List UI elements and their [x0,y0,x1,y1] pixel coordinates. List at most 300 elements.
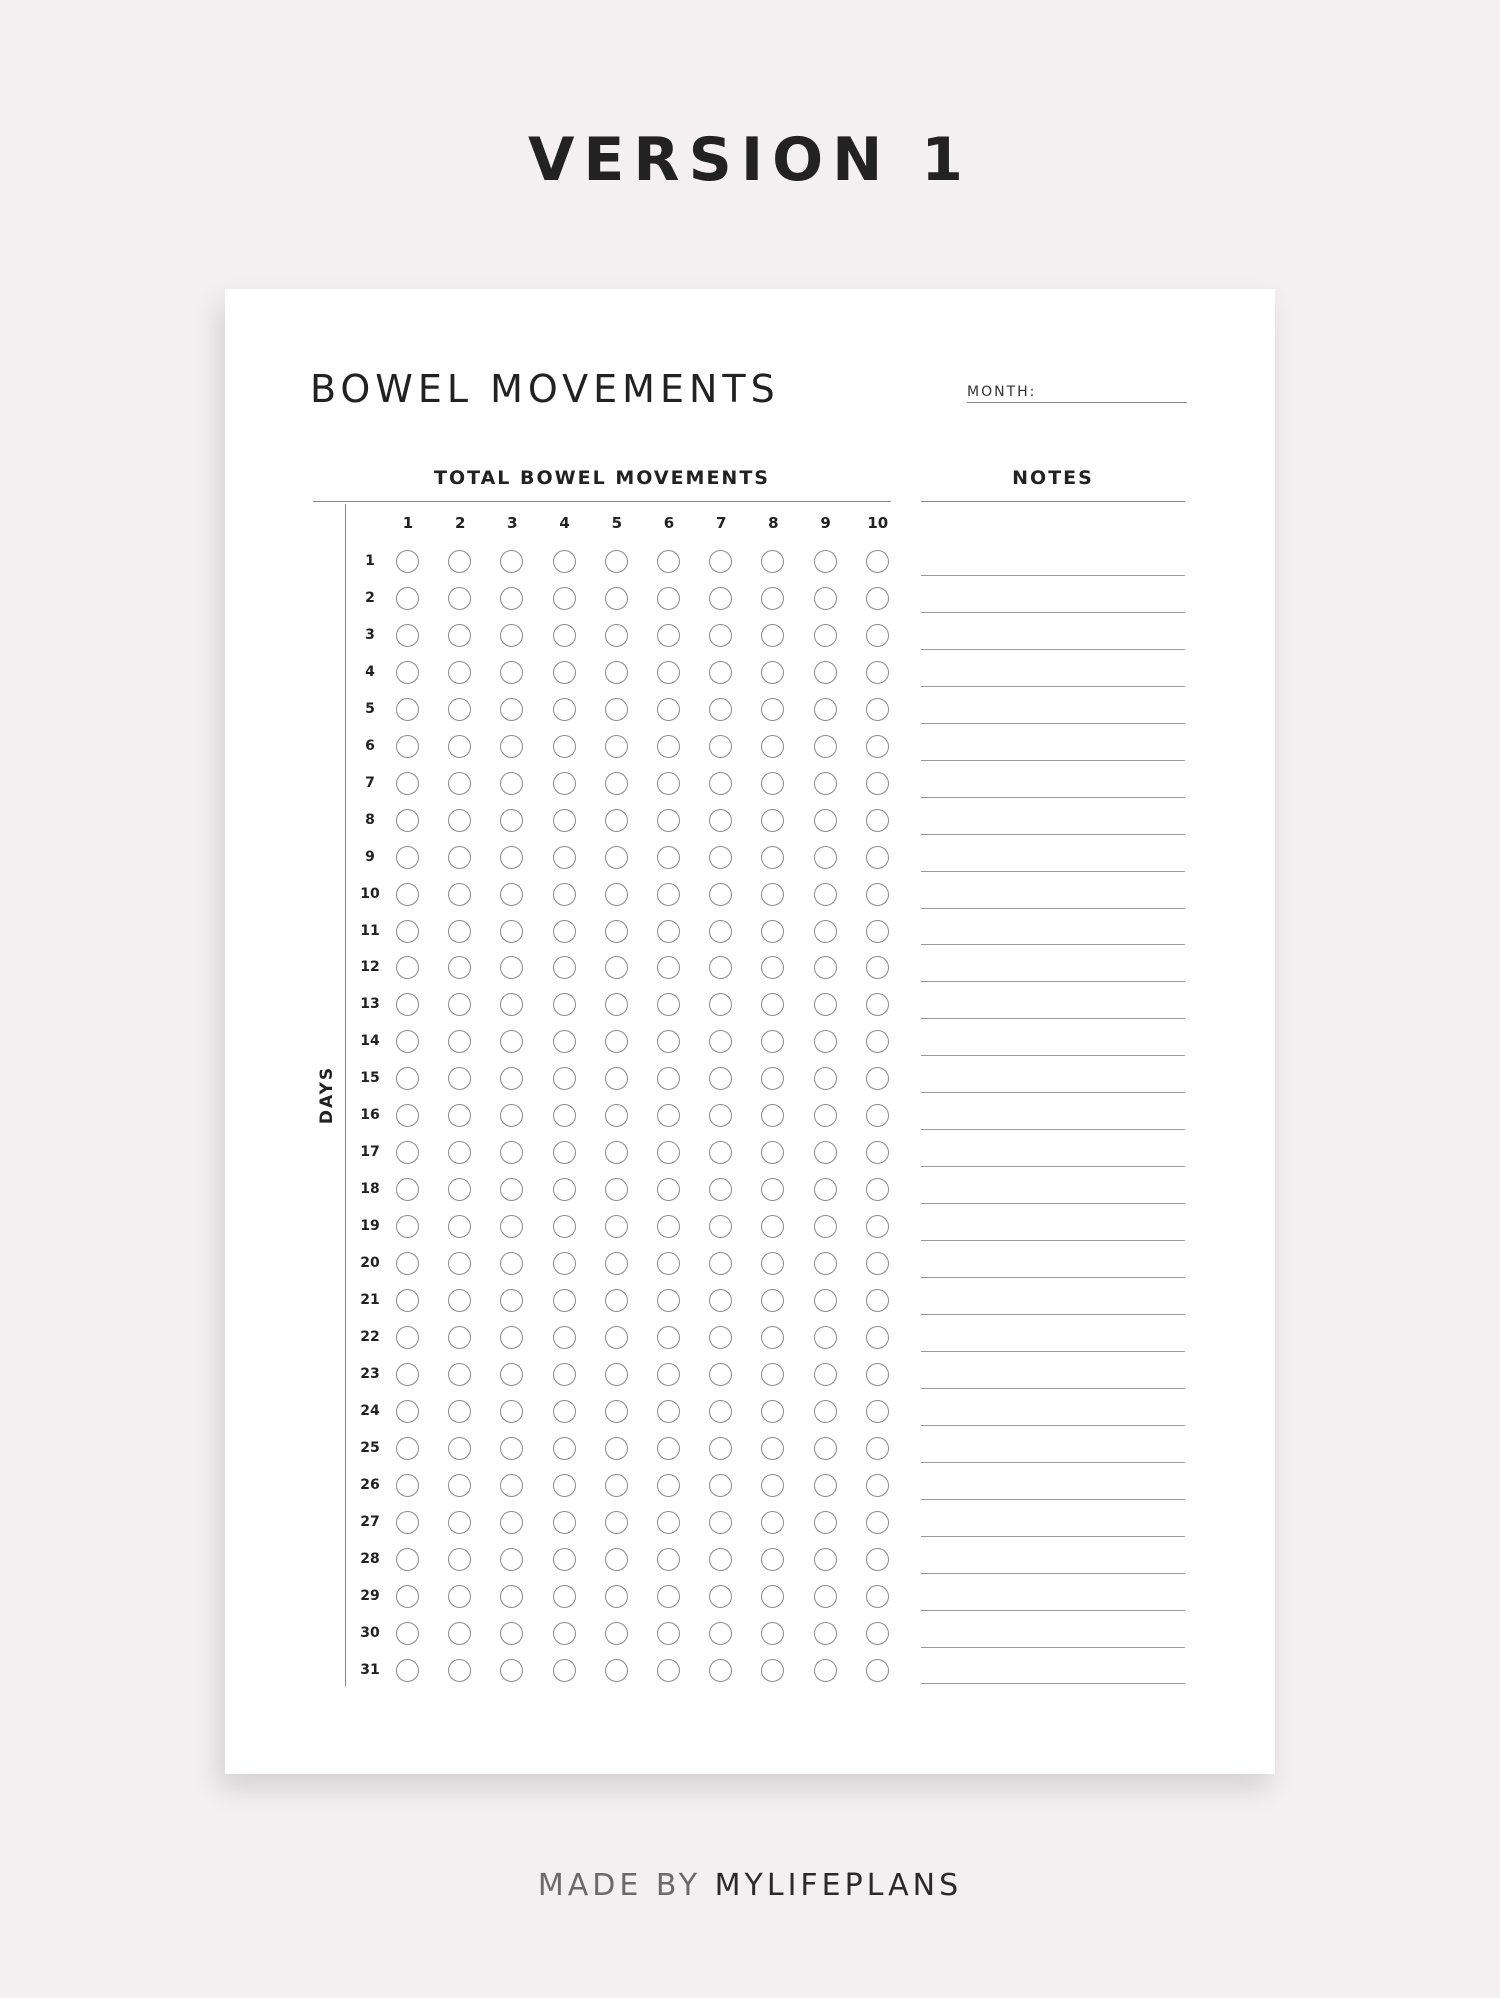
tracker-checkbox[interactable] [814,1622,837,1645]
tracker-checkbox[interactable] [448,1252,471,1275]
tracker-checkbox[interactable] [605,1252,628,1275]
tracker-checkbox[interactable] [500,1326,523,1349]
tracker-checkbox[interactable] [814,1104,837,1127]
tracker-checkbox[interactable] [657,809,680,832]
tracker-checkbox[interactable] [761,1104,784,1127]
tracker-checkbox[interactable] [709,772,732,795]
tracker-checkbox[interactable] [605,1104,628,1127]
tracker-checkbox[interactable] [709,920,732,943]
note-line[interactable] [921,1573,1185,1574]
tracker-checkbox[interactable] [866,1030,889,1053]
tracker-checkbox[interactable] [814,1400,837,1423]
tracker-checkbox[interactable] [553,1511,576,1534]
tracker-checkbox[interactable] [605,1474,628,1497]
tracker-checkbox[interactable] [448,550,471,573]
tracker-checkbox[interactable] [396,1585,419,1608]
tracker-checkbox[interactable] [448,1141,471,1164]
tracker-checkbox[interactable] [448,1178,471,1201]
tracker-checkbox[interactable] [448,993,471,1016]
tracker-checkbox[interactable] [605,1622,628,1645]
tracker-checkbox[interactable] [553,993,576,1016]
tracker-checkbox[interactable] [448,772,471,795]
tracker-checkbox[interactable] [709,1511,732,1534]
tracker-checkbox[interactable] [396,993,419,1016]
tracker-checkbox[interactable] [866,1474,889,1497]
tracker-checkbox[interactable] [709,587,732,610]
tracker-checkbox[interactable] [553,846,576,869]
tracker-checkbox[interactable] [396,1474,419,1497]
tracker-checkbox[interactable] [657,1178,680,1201]
tracker-checkbox[interactable] [709,1548,732,1571]
tracker-checkbox[interactable] [866,550,889,573]
note-line[interactable] [921,871,1185,872]
tracker-checkbox[interactable] [709,624,732,647]
tracker-checkbox[interactable] [657,1363,680,1386]
tracker-checkbox[interactable] [396,1437,419,1460]
tracker-checkbox[interactable] [814,1548,837,1571]
note-line[interactable] [921,1499,1185,1500]
tracker-checkbox[interactable] [500,1511,523,1534]
tracker-checkbox[interactable] [866,1548,889,1571]
tracker-checkbox[interactable] [866,1437,889,1460]
tracker-checkbox[interactable] [657,1585,680,1608]
tracker-checkbox[interactable] [553,809,576,832]
tracker-checkbox[interactable] [553,550,576,573]
month-field[interactable] [967,381,1187,403]
tracker-checkbox[interactable] [396,1659,419,1682]
tracker-checkbox[interactable] [396,624,419,647]
tracker-checkbox[interactable] [448,956,471,979]
tracker-checkbox[interactable] [761,550,784,573]
note-line[interactable] [921,1647,1185,1648]
note-line[interactable] [921,649,1185,650]
tracker-checkbox[interactable] [500,1215,523,1238]
tracker-checkbox[interactable] [761,809,784,832]
tracker-checkbox[interactable] [866,1252,889,1275]
tracker-checkbox[interactable] [500,1474,523,1497]
tracker-checkbox[interactable] [553,698,576,721]
tracker-checkbox[interactable] [448,587,471,610]
note-line[interactable] [921,1314,1185,1315]
tracker-checkbox[interactable] [761,1252,784,1275]
tracker-checkbox[interactable] [396,809,419,832]
tracker-checkbox[interactable] [709,1622,732,1645]
tracker-checkbox[interactable] [761,846,784,869]
note-line[interactable] [921,1388,1185,1389]
tracker-checkbox[interactable] [814,1030,837,1053]
tracker-checkbox[interactable] [448,624,471,647]
tracker-checkbox[interactable] [814,1474,837,1497]
tracker-checkbox[interactable] [500,920,523,943]
tracker-checkbox[interactable] [709,735,732,758]
tracker-checkbox[interactable] [657,846,680,869]
tracker-checkbox[interactable] [814,1585,837,1608]
tracker-checkbox[interactable] [396,1326,419,1349]
tracker-checkbox[interactable] [814,1178,837,1201]
tracker-checkbox[interactable] [553,1289,576,1312]
tracker-checkbox[interactable] [396,846,419,869]
tracker-checkbox[interactable] [500,624,523,647]
tracker-checkbox[interactable] [553,1326,576,1349]
tracker-checkbox[interactable] [657,1030,680,1053]
tracker-checkbox[interactable] [814,1437,837,1460]
tracker-checkbox[interactable] [657,1067,680,1090]
tracker-checkbox[interactable] [814,1252,837,1275]
note-line[interactable] [921,575,1185,576]
tracker-checkbox[interactable] [814,624,837,647]
note-line[interactable] [921,1610,1185,1611]
tracker-checkbox[interactable] [657,661,680,684]
tracker-checkbox[interactable] [709,1067,732,1090]
note-line[interactable] [921,1166,1185,1167]
tracker-checkbox[interactable] [605,1067,628,1090]
tracker-checkbox[interactable] [500,1067,523,1090]
tracker-checkbox[interactable] [396,920,419,943]
tracker-checkbox[interactable] [605,698,628,721]
tracker-checkbox[interactable] [500,735,523,758]
tracker-checkbox[interactable] [709,1104,732,1127]
tracker-checkbox[interactable] [657,1326,680,1349]
tracker-checkbox[interactable] [709,1659,732,1682]
tracker-checkbox[interactable] [814,1511,837,1534]
tracker-checkbox[interactable] [709,809,732,832]
tracker-checkbox[interactable] [761,1659,784,1682]
tracker-checkbox[interactable] [814,1215,837,1238]
tracker-checkbox[interactable] [866,1326,889,1349]
tracker-checkbox[interactable] [605,624,628,647]
tracker-checkbox[interactable] [657,1141,680,1164]
tracker-checkbox[interactable] [761,920,784,943]
tracker-checkbox[interactable] [709,1030,732,1053]
tracker-checkbox[interactable] [500,1659,523,1682]
tracker-checkbox[interactable] [396,1141,419,1164]
tracker-checkbox[interactable] [657,920,680,943]
tracker-checkbox[interactable] [761,1474,784,1497]
tracker-checkbox[interactable] [657,1548,680,1571]
tracker-checkbox[interactable] [396,698,419,721]
note-line[interactable] [921,1018,1185,1019]
tracker-checkbox[interactable] [657,1437,680,1460]
tracker-checkbox[interactable] [396,1067,419,1090]
tracker-checkbox[interactable] [553,624,576,647]
tracker-checkbox[interactable] [866,698,889,721]
tracker-checkbox[interactable] [500,1104,523,1127]
tracker-checkbox[interactable] [761,1326,784,1349]
tracker-checkbox[interactable] [866,735,889,758]
tracker-checkbox[interactable] [866,1363,889,1386]
tracker-checkbox[interactable] [709,846,732,869]
tracker-checkbox[interactable] [814,846,837,869]
tracker-checkbox[interactable] [500,1178,523,1201]
tracker-checkbox[interactable] [866,1511,889,1534]
tracker-checkbox[interactable] [657,1474,680,1497]
tracker-checkbox[interactable] [657,772,680,795]
tracker-checkbox[interactable] [500,1548,523,1571]
tracker-checkbox[interactable] [605,846,628,869]
tracker-checkbox[interactable] [866,1141,889,1164]
tracker-checkbox[interactable] [605,956,628,979]
tracker-checkbox[interactable] [500,1400,523,1423]
tracker-checkbox[interactable] [814,587,837,610]
tracker-checkbox[interactable] [761,1030,784,1053]
tracker-checkbox[interactable] [553,920,576,943]
tracker-checkbox[interactable] [709,883,732,906]
tracker-checkbox[interactable] [605,1585,628,1608]
tracker-checkbox[interactable] [605,1511,628,1534]
tracker-checkbox[interactable] [553,1437,576,1460]
tracker-checkbox[interactable] [448,1067,471,1090]
note-line[interactable] [921,1240,1185,1241]
tracker-checkbox[interactable] [553,1548,576,1571]
tracker-checkbox[interactable] [396,1178,419,1201]
tracker-checkbox[interactable] [500,772,523,795]
tracker-checkbox[interactable] [657,624,680,647]
tracker-checkbox[interactable] [814,698,837,721]
tracker-checkbox[interactable] [605,735,628,758]
tracker-checkbox[interactable] [396,1030,419,1053]
tracker-checkbox[interactable] [448,1289,471,1312]
tracker-checkbox[interactable] [709,1363,732,1386]
tracker-checkbox[interactable] [500,698,523,721]
tracker-checkbox[interactable] [553,1178,576,1201]
tracker-checkbox[interactable] [657,1659,680,1682]
tracker-checkbox[interactable] [761,772,784,795]
note-line[interactable] [921,1351,1185,1352]
tracker-checkbox[interactable] [448,1511,471,1534]
tracker-checkbox[interactable] [553,1104,576,1127]
tracker-checkbox[interactable] [866,1104,889,1127]
tracker-checkbox[interactable] [709,1289,732,1312]
tracker-checkbox[interactable] [500,883,523,906]
tracker-checkbox[interactable] [605,809,628,832]
tracker-checkbox[interactable] [866,809,889,832]
tracker-checkbox[interactable] [814,956,837,979]
tracker-checkbox[interactable] [709,1474,732,1497]
tracker-checkbox[interactable] [761,883,784,906]
tracker-checkbox[interactable] [657,587,680,610]
note-line[interactable] [921,1277,1185,1278]
tracker-checkbox[interactable] [761,1141,784,1164]
tracker-checkbox[interactable] [396,1104,419,1127]
tracker-checkbox[interactable] [500,956,523,979]
tracker-checkbox[interactable] [500,550,523,573]
tracker-checkbox[interactable] [709,1326,732,1349]
tracker-checkbox[interactable] [396,661,419,684]
tracker-checkbox[interactable] [866,1215,889,1238]
tracker-checkbox[interactable] [814,883,837,906]
note-line[interactable] [921,1203,1185,1204]
tracker-checkbox[interactable] [761,1215,784,1238]
tracker-checkbox[interactable] [709,1585,732,1608]
tracker-checkbox[interactable] [866,1289,889,1312]
tracker-checkbox[interactable] [866,661,889,684]
tracker-checkbox[interactable] [396,1622,419,1645]
tracker-checkbox[interactable] [709,1215,732,1238]
tracker-checkbox[interactable] [814,1067,837,1090]
tracker-checkbox[interactable] [657,993,680,1016]
tracker-checkbox[interactable] [866,846,889,869]
tracker-checkbox[interactable] [814,809,837,832]
tracker-checkbox[interactable] [657,550,680,573]
tracker-checkbox[interactable] [396,956,419,979]
tracker-checkbox[interactable] [553,1585,576,1608]
tracker-checkbox[interactable] [866,624,889,647]
tracker-checkbox[interactable] [761,1511,784,1534]
tracker-checkbox[interactable] [500,1363,523,1386]
tracker-checkbox[interactable] [448,883,471,906]
tracker-checkbox[interactable] [814,1326,837,1349]
note-line[interactable] [921,908,1185,909]
tracker-checkbox[interactable] [500,1585,523,1608]
tracker-checkbox[interactable] [553,772,576,795]
tracker-checkbox[interactable] [657,1215,680,1238]
tracker-checkbox[interactable] [814,735,837,758]
tracker-checkbox[interactable] [761,661,784,684]
tracker-checkbox[interactable] [814,1289,837,1312]
tracker-checkbox[interactable] [814,920,837,943]
tracker-checkbox[interactable] [866,772,889,795]
tracker-checkbox[interactable] [448,1215,471,1238]
tracker-checkbox[interactable] [500,1141,523,1164]
tracker-checkbox[interactable] [709,661,732,684]
note-line[interactable] [921,1425,1185,1426]
note-line[interactable] [921,760,1185,761]
tracker-checkbox[interactable] [761,698,784,721]
tracker-checkbox[interactable] [553,1141,576,1164]
tracker-checkbox[interactable] [448,1585,471,1608]
tracker-checkbox[interactable] [605,587,628,610]
tracker-checkbox[interactable] [866,920,889,943]
tracker-checkbox[interactable] [553,1030,576,1053]
tracker-checkbox[interactable] [866,883,889,906]
tracker-checkbox[interactable] [448,1474,471,1497]
tracker-checkbox[interactable] [605,1548,628,1571]
tracker-checkbox[interactable] [448,920,471,943]
note-line[interactable] [921,981,1185,982]
tracker-checkbox[interactable] [396,1400,419,1423]
tracker-checkbox[interactable] [866,1585,889,1608]
tracker-checkbox[interactable] [866,993,889,1016]
tracker-checkbox[interactable] [605,1141,628,1164]
tracker-checkbox[interactable] [500,661,523,684]
note-line[interactable] [921,797,1185,798]
tracker-checkbox[interactable] [605,1437,628,1460]
tracker-checkbox[interactable] [761,993,784,1016]
note-line[interactable] [921,944,1185,945]
tracker-checkbox[interactable] [500,809,523,832]
tracker-checkbox[interactable] [709,956,732,979]
note-line[interactable] [921,1683,1185,1684]
tracker-checkbox[interactable] [605,772,628,795]
tracker-checkbox[interactable] [500,1252,523,1275]
tracker-checkbox[interactable] [605,920,628,943]
tracker-checkbox[interactable] [448,698,471,721]
tracker-checkbox[interactable] [448,661,471,684]
tracker-checkbox[interactable] [605,1400,628,1423]
tracker-checkbox[interactable] [396,1215,419,1238]
note-line[interactable] [921,1536,1185,1537]
tracker-checkbox[interactable] [396,883,419,906]
tracker-checkbox[interactable] [814,1363,837,1386]
tracker-checkbox[interactable] [500,1289,523,1312]
tracker-checkbox[interactable] [657,1622,680,1645]
tracker-checkbox[interactable] [605,1659,628,1682]
tracker-checkbox[interactable] [605,1326,628,1349]
tracker-checkbox[interactable] [657,1252,680,1275]
tracker-checkbox[interactable] [553,1659,576,1682]
tracker-checkbox[interactable] [605,661,628,684]
tracker-checkbox[interactable] [500,993,523,1016]
tracker-checkbox[interactable] [709,1437,732,1460]
tracker-checkbox[interactable] [761,1363,784,1386]
tracker-checkbox[interactable] [657,735,680,758]
tracker-checkbox[interactable] [866,1067,889,1090]
tracker-checkbox[interactable] [761,587,784,610]
tracker-checkbox[interactable] [448,846,471,869]
tracker-checkbox[interactable] [866,1178,889,1201]
tracker-checkbox[interactable] [814,993,837,1016]
tracker-checkbox[interactable] [396,735,419,758]
tracker-checkbox[interactable] [814,772,837,795]
tracker-checkbox[interactable] [605,1178,628,1201]
tracker-checkbox[interactable] [553,1252,576,1275]
tracker-checkbox[interactable] [709,993,732,1016]
tracker-checkbox[interactable] [814,1141,837,1164]
tracker-checkbox[interactable] [709,1400,732,1423]
tracker-checkbox[interactable] [605,1289,628,1312]
tracker-checkbox[interactable] [709,550,732,573]
tracker-checkbox[interactable] [553,883,576,906]
tracker-checkbox[interactable] [657,883,680,906]
tracker-checkbox[interactable] [605,1363,628,1386]
tracker-checkbox[interactable] [657,1104,680,1127]
tracker-checkbox[interactable] [657,1289,680,1312]
tracker-checkbox[interactable] [553,956,576,979]
tracker-checkbox[interactable] [500,1030,523,1053]
tracker-checkbox[interactable] [605,993,628,1016]
note-line[interactable] [921,612,1185,613]
tracker-checkbox[interactable] [605,1030,628,1053]
tracker-checkbox[interactable] [605,550,628,573]
tracker-checkbox[interactable] [866,1622,889,1645]
tracker-checkbox[interactable] [657,1511,680,1534]
tracker-checkbox[interactable] [657,698,680,721]
tracker-checkbox[interactable] [448,1400,471,1423]
tracker-checkbox[interactable] [448,1030,471,1053]
tracker-checkbox[interactable] [814,661,837,684]
tracker-checkbox[interactable] [553,1400,576,1423]
tracker-checkbox[interactable] [657,956,680,979]
tracker-checkbox[interactable] [448,809,471,832]
tracker-checkbox[interactable] [448,1104,471,1127]
tracker-checkbox[interactable] [866,587,889,610]
tracker-checkbox[interactable] [448,1326,471,1349]
tracker-checkbox[interactable] [448,1659,471,1682]
tracker-checkbox[interactable] [761,1400,784,1423]
tracker-checkbox[interactable] [553,1474,576,1497]
tracker-checkbox[interactable] [500,1437,523,1460]
tracker-checkbox[interactable] [866,1400,889,1423]
tracker-checkbox[interactable] [396,772,419,795]
tracker-checkbox[interactable] [553,1215,576,1238]
tracker-checkbox[interactable] [761,1622,784,1645]
tracker-checkbox[interactable] [709,1141,732,1164]
tracker-checkbox[interactable] [814,1659,837,1682]
tracker-checkbox[interactable] [396,1548,419,1571]
tracker-checkbox[interactable] [396,1252,419,1275]
tracker-checkbox[interactable] [448,1622,471,1645]
tracker-checkbox[interactable] [605,883,628,906]
